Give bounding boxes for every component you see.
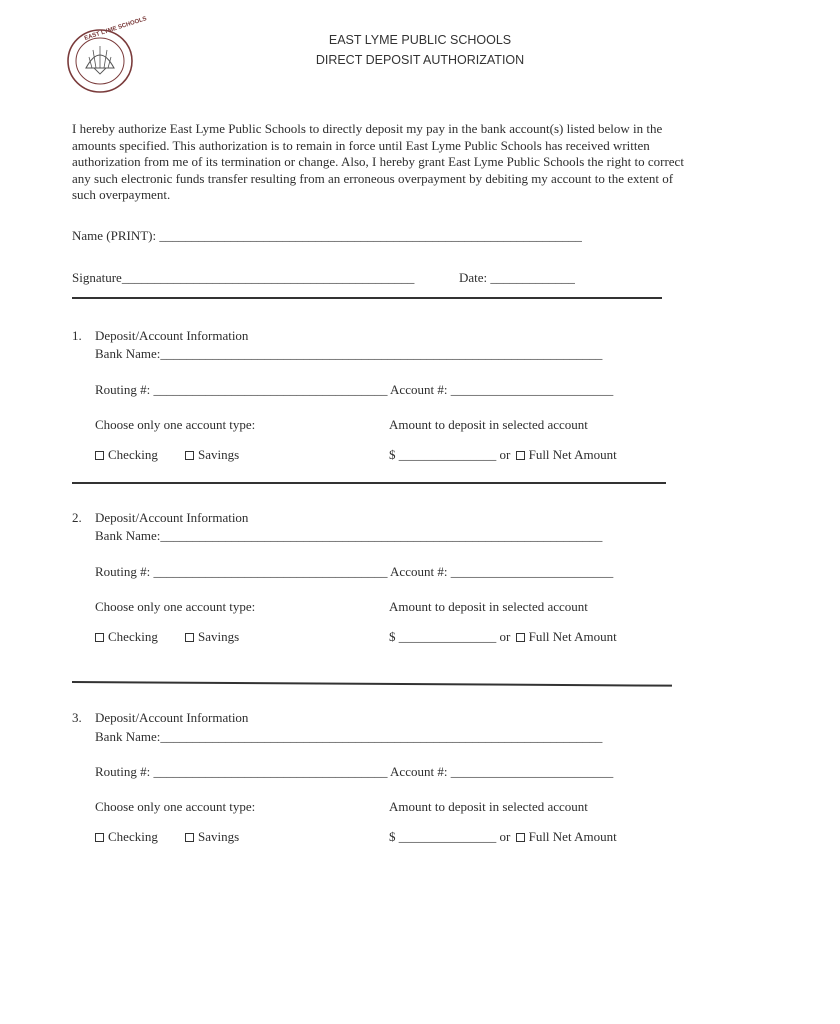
checking-option[interactable]: Checking [95,829,158,845]
name-print-field[interactable]: Name (PRINT): _________________________________________________________________ [72,228,582,243]
seal-text: EAST LYME SCHOOLS [83,16,148,42]
divider-rule [72,482,666,484]
account-type-label: Choose only one account type: [95,799,256,814]
bank-name-field[interactable]: Bank Name:____________________________________________________________________ [95,528,603,543]
section-heading: Deposit/Account Information [95,710,249,725]
checking-checkbox[interactable] [95,451,104,460]
routing-account-field[interactable]: Routing #: ____________________________________ Account #: _________________________ [95,564,614,579]
account-type-label: Choose only one account type: [95,417,256,432]
signature-field[interactable]: Signature_____________________________________________ [72,270,415,285]
section-heading: Deposit/Account Information [95,328,249,343]
section-number: 1. [72,328,82,343]
amount-field[interactable]: $ _______________ or Full Net Amount [389,629,617,644]
savings-checkbox[interactable] [185,833,194,842]
authorization-paragraph: I hereby authorize East Lyme Public Schools to directly deposit my pay in the bank account(s) listed below in the amounts specified. This authorization is to remain in force until East Lyme Public Schools has received written authorization from me of its termination or change. Also, I hereby grant East Lyme Public Schools the right to correct any such electronic funds transfer resulting from an erroneous overpayment by debiting my account to the extent of such overpayment. [72,121,684,202]
bank-name-field[interactable]: Bank Name:____________________________________________________________________ [95,346,603,361]
section-heading: Deposit/Account Information [95,510,249,525]
checking-option[interactable]: Checking [95,629,158,645]
section-number: 3. [72,710,82,725]
routing-account-field[interactable]: Routing #: ____________________________________ Account #: _________________________ [95,382,614,397]
section-number: 2. [72,510,82,525]
amount-field[interactable]: $ _______________ or Full Net Amount [389,829,617,844]
amount-field[interactable]: $ _______________ or Full Net Amount [389,447,617,462]
document-title: EAST LYME PUBLIC SCHOOLS [328,33,512,47]
divider-rule [72,297,662,299]
amount-label: Amount to deposit in selected account [389,599,588,614]
amount-label: Amount to deposit in selected account [389,417,588,432]
savings-checkbox[interactable] [185,451,194,460]
checking-checkbox[interactable] [95,833,104,842]
document-subtitle: DIRECT DEPOSIT AUTHORIZATION [315,53,525,67]
full-net-checkbox[interactable] [516,833,525,842]
full-net-checkbox[interactable] [516,633,525,642]
date-field[interactable]: Date: _____________ [459,270,575,285]
savings-option[interactable]: Savings [185,447,239,463]
divider-rule [72,681,672,687]
account-type-label: Choose only one account type: [95,599,256,614]
savings-checkbox[interactable] [185,633,194,642]
checking-checkbox[interactable] [95,633,104,642]
full-net-checkbox[interactable] [516,451,525,460]
savings-option[interactable]: Savings [185,829,239,845]
checking-option[interactable]: Checking [95,447,158,463]
savings-option[interactable]: Savings [185,629,239,645]
bank-name-field[interactable]: Bank Name:____________________________________________________________________ [95,729,603,744]
amount-label: Amount to deposit in selected account [389,799,588,814]
routing-account-field[interactable]: Routing #: ____________________________________ Account #: _________________________ [95,764,614,779]
